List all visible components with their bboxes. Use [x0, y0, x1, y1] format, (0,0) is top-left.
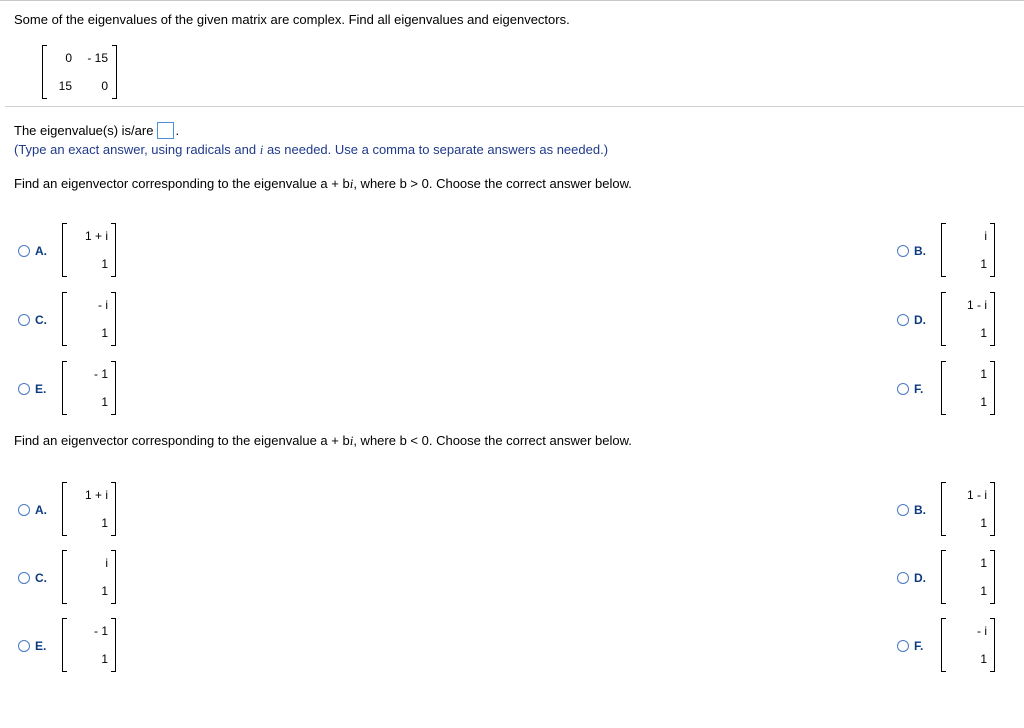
question-prompt: Some of the eigenvalues of the given matrix are complex. Find all eigenvalues and eigenvectors.: [14, 12, 570, 27]
part2-option-f-radio[interactable]: [897, 383, 909, 395]
part3-option-d-vector: [941, 550, 995, 604]
top-divider: [0, 0, 1024, 1]
part3-option-e-radio[interactable]: [18, 640, 30, 652]
vector-bottom-entry: 1: [101, 652, 108, 666]
part3-option-d-letter[interactable]: D.: [914, 571, 926, 585]
hint-text-b: as needed. Use a comma to separate answers as needed.): [263, 142, 609, 157]
matrix-cell-r1c2: - 15: [87, 51, 108, 65]
part2-option-f-letter[interactable]: F.: [914, 382, 924, 396]
part3-option-c-vector: [62, 550, 116, 604]
part3-option-b-vector: [941, 482, 995, 536]
part2-prompt-b: , where b > 0. Choose the correct answer below.: [353, 176, 632, 191]
vector-top-entry: i: [105, 556, 108, 570]
matrix-cell-r2c1: 15: [58, 79, 72, 93]
part3-option-e-vector: [62, 618, 116, 672]
part3-option-a-radio[interactable]: [18, 504, 30, 516]
eigenvalue-answer-input[interactable]: [157, 122, 174, 139]
part3-option-b-letter[interactable]: B.: [914, 503, 926, 517]
vector-bottom-entry: 1: [101, 395, 108, 409]
part2-option-b-letter[interactable]: B.: [914, 244, 926, 258]
vector-top-entry: 1 + i: [84, 488, 108, 502]
part2-option-a-letter[interactable]: A.: [35, 244, 47, 258]
part2-option-a-radio[interactable]: [18, 245, 30, 257]
part3-prompt: [14, 433, 632, 449]
part3-prompt-a: Find an eigenvector corresponding to the eigenvalue a + b: [14, 433, 350, 448]
part2-option-c-radio[interactable]: [18, 314, 30, 326]
part2-option-b-vector: [941, 223, 995, 277]
vector-top-entry: 1 - i: [966, 488, 987, 502]
vector-top-entry: 1: [980, 556, 987, 570]
vector-bottom-entry: 1: [980, 516, 987, 530]
vector-top-entry: - i: [98, 298, 108, 312]
part2-option-d-vector: [941, 292, 995, 346]
part2-option-e-radio[interactable]: [18, 383, 30, 395]
given-matrix: [42, 45, 117, 99]
vector-top-entry: 1 + i: [84, 229, 108, 243]
hint-text-a: (Type an exact answer, using radicals and: [14, 142, 260, 157]
hint-text-i: i: [259, 142, 264, 157]
vector-bottom-entry: 1: [980, 652, 987, 666]
vector-top-entry: - 1: [93, 624, 108, 638]
part2-option-f-vector: [941, 361, 995, 415]
matrix-cell-r2c2: 0: [101, 79, 108, 93]
vector-bottom-entry: 1: [980, 257, 987, 271]
vector-bottom-entry: 1: [101, 326, 108, 340]
part2-prompt-a: Find an eigenvector corresponding to the eigenvalue a + b: [14, 176, 350, 191]
vector-top-entry: - i: [977, 624, 987, 638]
vector-bottom-entry: 1: [980, 584, 987, 598]
part3-prompt-b: , where b < 0. Choose the correct answer below.: [353, 433, 632, 448]
matrix-cell-r1c1: 0: [65, 51, 72, 65]
part2-option-b-radio[interactable]: [897, 245, 909, 257]
part2-prompt: [14, 176, 632, 192]
part3-option-e-letter[interactable]: E.: [35, 639, 47, 653]
vector-bottom-entry: 1: [980, 395, 987, 409]
part3-option-f-vector: [941, 618, 995, 672]
part2-prompt-i: i: [349, 176, 354, 191]
part2-option-e-vector: [62, 361, 116, 415]
eigenvalue-suffix: .: [175, 123, 180, 138]
part2-option-d-letter[interactable]: D.: [914, 313, 926, 327]
vector-top-entry: - 1: [93, 367, 108, 381]
part3-option-c-radio[interactable]: [18, 572, 30, 584]
vector-top-entry: 1: [980, 367, 987, 381]
eigenvalue-label: The eigenvalue(s) is/are: [14, 123, 154, 138]
eigenvalue-line: [14, 122, 179, 139]
part2-option-e-letter[interactable]: E.: [35, 382, 47, 396]
part2-option-d-radio[interactable]: [897, 314, 909, 326]
vector-bottom-entry: 1: [980, 326, 987, 340]
vector-top-entry: i: [984, 229, 987, 243]
vector-top-entry: 1 - i: [966, 298, 987, 312]
part3-option-b-radio[interactable]: [897, 504, 909, 516]
vector-bottom-entry: 1: [101, 584, 108, 598]
part3-option-a-letter[interactable]: A.: [35, 503, 47, 517]
part3-option-c-letter[interactable]: C.: [35, 571, 47, 585]
part3-option-f-letter[interactable]: F.: [914, 639, 924, 653]
part2-option-c-vector: [62, 292, 116, 346]
vector-bottom-entry: 1: [101, 516, 108, 530]
part2-option-a-vector: [62, 223, 116, 277]
part3-prompt-i: i: [349, 433, 354, 448]
vector-bottom-entry: 1: [101, 257, 108, 271]
part2-option-c-letter[interactable]: C.: [35, 313, 47, 327]
section-divider: [5, 106, 1024, 107]
part3-option-f-radio[interactable]: [897, 640, 909, 652]
part3-option-d-radio[interactable]: [897, 572, 909, 584]
eigenvalue-hint: [14, 142, 608, 158]
part3-option-a-vector: [62, 482, 116, 536]
